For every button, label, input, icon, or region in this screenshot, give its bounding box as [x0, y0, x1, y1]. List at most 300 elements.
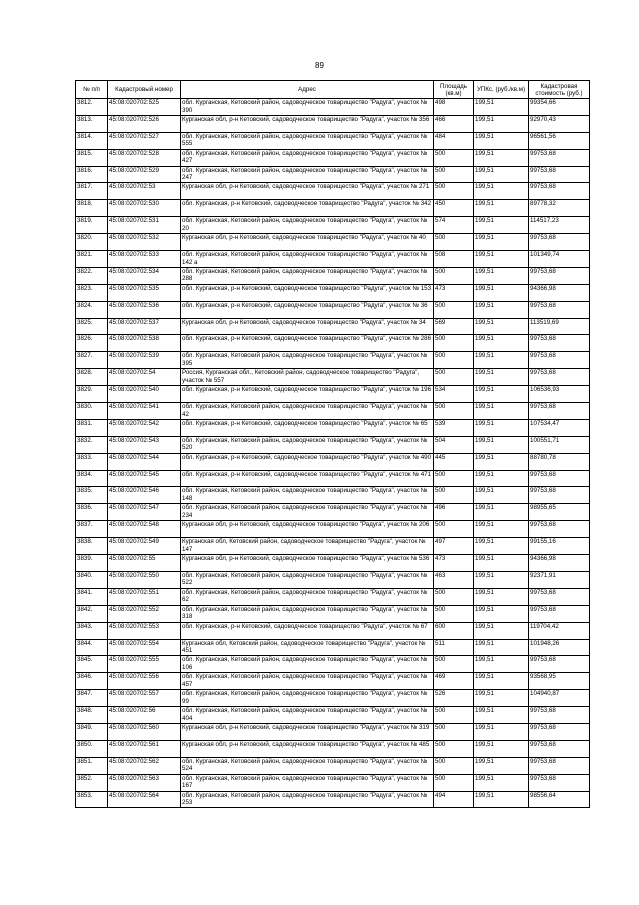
cell-cost: 99753,68 [529, 403, 590, 420]
cell-cost: 99753,68 [529, 301, 590, 318]
cell-num: 3853. [76, 791, 108, 808]
cell-area: 450 [434, 200, 474, 217]
cell-num: 3834. [76, 470, 108, 487]
cell-upks: 199,51 [474, 200, 529, 217]
cell-upks: 199,51 [474, 403, 529, 420]
cell-cadastral-number: 45:08:020702:541 [108, 403, 181, 420]
cell-num: 3848. [76, 707, 108, 724]
cell-cost: 88780,78 [529, 453, 590, 470]
cell-cadastral-number: 45:08:020702:539 [108, 352, 181, 369]
cell-cadastral-number: 45:08:020702:542 [108, 419, 181, 436]
cell-cadastral-number: 45:08:020702:525 [108, 99, 181, 116]
cell-area: 500 [434, 369, 474, 386]
cell-upks: 199,51 [474, 234, 529, 251]
cell-address: обл. Курганская, Кетовский район, садоводческое товарищество "Радуга", участок № 62 [181, 588, 434, 605]
cell-address: Россия, Курганская обл., Кетовский район, садоводческое товарищество "Радуга", участок № 557 [181, 369, 434, 386]
cell-address: обл. Курганская, Кетовский район, садоводческое товарищество "Радуга", участок № 318 [181, 605, 434, 622]
cell-area: 500 [434, 470, 474, 487]
cell-cadastral-number: 45:08:020702:538 [108, 335, 181, 352]
cell-address: обл. Курганская, р-н Кетовский, садоводческое товарищество "Радуга", участок № 153 [181, 284, 434, 301]
cell-upks: 199,51 [474, 757, 529, 774]
cell-cadastral-number: 45:08:020702:555 [108, 656, 181, 673]
cell-upks: 199,51 [474, 639, 529, 656]
table-row [76, 267, 590, 284]
cell-cadastral-number: 45:08:020702:540 [108, 386, 181, 403]
cell-upks: 199,51 [474, 555, 529, 572]
cell-area: 494 [434, 791, 474, 808]
cell-address: обл. Курганская, р-н Кетовский, садоводческое товарищество "Радуга", участок № 286 [181, 335, 434, 352]
cell-num: 3840. [76, 571, 108, 588]
cell-cost: 99753,68 [529, 149, 590, 166]
cell-num: 3835. [76, 487, 108, 504]
cell-cost: 99753,68 [529, 470, 590, 487]
cell-upks: 199,51 [474, 149, 529, 166]
cell-upks: 199,51 [474, 419, 529, 436]
table-row [76, 588, 590, 605]
cell-area: 484 [434, 132, 474, 149]
cell-address: обл. Курганская, р-н Кетовский, садоводческое товарищество "Радуга", участок № 67 [181, 622, 434, 639]
cell-address: обл. Курганская, Кетовский район, садоводческое товарищество "Радуга", участок № 457 [181, 673, 434, 690]
cell-address: Курганская обл, р-н Кетовский, садоводческое товарищество "Радуга", участок № 536 [181, 555, 434, 572]
cell-cadastral-number: 45:08:020702:53 [108, 183, 181, 200]
cell-area: 463 [434, 571, 474, 588]
cell-cost: 99753,68 [529, 656, 590, 673]
cell-address: обл. Курганская, р-н Кетовский, садоводческое товарищество "Радуга", участок № 490 [181, 453, 434, 470]
cell-cost: 99753,68 [529, 774, 590, 791]
table-row [76, 132, 590, 149]
cell-num: 3833. [76, 453, 108, 470]
cell-cost: 98955,65 [529, 504, 590, 521]
cell-num: 3830. [76, 403, 108, 420]
table-row [76, 99, 590, 116]
cell-cost: 113519,69 [529, 318, 590, 335]
cell-num: 3849. [76, 723, 108, 740]
cell-upks: 199,51 [474, 369, 529, 386]
cell-cost: 99753,68 [529, 166, 590, 183]
cell-cost: 99753,68 [529, 369, 590, 386]
cell-area: 500 [434, 588, 474, 605]
cell-num: 3823. [76, 284, 108, 301]
cadastral-table [75, 80, 590, 808]
cell-num: 3852. [76, 774, 108, 791]
cell-area: 526 [434, 690, 474, 707]
cell-address: обл. Курганская, р-н Кетовский, садоводческое товарищество "Радуга", участок № 196 [181, 386, 434, 403]
cell-num: 3818. [76, 200, 108, 217]
cell-cadastral-number: 45:08:020702:550 [108, 571, 181, 588]
cell-area: 500 [434, 183, 474, 200]
cell-area: 500 [434, 487, 474, 504]
cell-upks: 199,51 [474, 588, 529, 605]
cell-cadastral-number: 45:08:020702:551 [108, 588, 181, 605]
cell-num: 3816. [76, 166, 108, 183]
table-row [76, 774, 590, 791]
table-row [76, 521, 590, 538]
table-row [76, 605, 590, 622]
cell-area: 539 [434, 419, 474, 436]
cell-upks: 199,51 [474, 521, 529, 538]
cell-area: 500 [434, 656, 474, 673]
cell-cost: 99753,68 [529, 605, 590, 622]
cell-area: 574 [434, 217, 474, 234]
cell-area: 473 [434, 284, 474, 301]
cell-num: 3829. [76, 386, 108, 403]
cell-cost: 99753,68 [529, 487, 590, 504]
cell-area: 500 [434, 707, 474, 724]
cell-num: 3838. [76, 538, 108, 555]
cell-num: 3846. [76, 673, 108, 690]
cell-address: Курганская обл, р-н Кетовский, садоводческое товарищество "Радуга", участок № 319 [181, 723, 434, 740]
cell-address: обл. Курганская, Кетовский район, садоводческое товарищество "Радуга", участок № 395 [181, 352, 434, 369]
cell-area: 500 [434, 774, 474, 791]
cell-area: 600 [434, 622, 474, 639]
cell-area: 466 [434, 115, 474, 132]
cell-address: Курганская обл, р-н Кетовский, садоводческое товарищество "Радуга", участок № 271 [181, 183, 434, 200]
cell-cost: 99753,68 [529, 352, 590, 369]
cell-num: 3841. [76, 588, 108, 605]
cell-num: 3815. [76, 149, 108, 166]
cell-area: 534 [434, 386, 474, 403]
table-row [76, 639, 590, 656]
cell-num: 3822. [76, 267, 108, 284]
table-row [76, 673, 590, 690]
cell-address: обл. Курганская, Кетовский район, садоводческое товарищество "Радуга", участок № 555 [181, 132, 434, 149]
cell-num: 3836. [76, 504, 108, 521]
cell-area: 504 [434, 436, 474, 453]
cell-cost: 99753,68 [529, 757, 590, 774]
cell-address: обл. Курганская, р-н Кетовский, садоводческое товарищество "Радуга", участок № 342 [181, 200, 434, 217]
cell-upks: 199,51 [474, 504, 529, 521]
cell-area: 473 [434, 555, 474, 572]
cell-area: 500 [434, 301, 474, 318]
cell-address: Курганская обл, р-н Кетовский, садоводческое товарищество "Радуга", участок № 206 [181, 521, 434, 538]
cell-cadastral-number: 45:08:020702:54 [108, 369, 181, 386]
cell-num: 3813. [76, 115, 108, 132]
cell-address: Курганская обл, р-н Кетовский, садоводческое товарищество "Радуга", участок № 40 [181, 234, 434, 251]
cell-area: 500 [434, 605, 474, 622]
cell-cadastral-number: 45:08:020702:533 [108, 251, 181, 268]
header-address: Адрес [181, 81, 434, 99]
cell-address: обл. Курганская, Кетовский район, садоводческое товарищество "Радуга", участок № 253 [181, 791, 434, 808]
cell-num: 3827. [76, 352, 108, 369]
cell-address: обл. Курганская, Кетовский район, садоводческое товарищество "Радуга", участок № 404 [181, 707, 434, 724]
table-row [76, 403, 590, 420]
cell-cadastral-number: 45:08:020702:556 [108, 673, 181, 690]
table-header-row [76, 81, 590, 99]
cell-area: 500 [434, 723, 474, 740]
cell-area: 500 [434, 149, 474, 166]
cell-area: 500 [434, 352, 474, 369]
header-area: Площадь (кв.м) [434, 81, 474, 99]
cell-address: обл. Курганская, Кетовский район, садоводческое товарищество "Радуга", участок № 247 [181, 166, 434, 183]
table-row [76, 723, 590, 740]
cell-upks: 199,51 [474, 538, 529, 555]
cell-upks: 199,51 [474, 622, 529, 639]
cell-area: 498 [434, 99, 474, 116]
cell-area: 500 [434, 267, 474, 284]
cell-upks: 199,51 [474, 673, 529, 690]
cell-cadastral-number: 45:08:020702:535 [108, 284, 181, 301]
cell-cadastral-number: 45:08:020702:547 [108, 504, 181, 521]
table-body [76, 99, 590, 808]
cell-cadastral-number: 45:08:020702:561 [108, 740, 181, 757]
cell-num: 3832. [76, 436, 108, 453]
cell-cost: 99753,68 [529, 335, 590, 352]
table-row [76, 487, 590, 504]
cell-cadastral-number: 45:08:020702:549 [108, 538, 181, 555]
cell-upks: 199,51 [474, 352, 529, 369]
table-row [76, 571, 590, 588]
cell-cadastral-number: 45:08:020702:530 [108, 200, 181, 217]
cell-cost: 114517,23 [529, 217, 590, 234]
cell-area: 569 [434, 318, 474, 335]
cell-cost: 99753,68 [529, 183, 590, 200]
cell-cost: 92970,43 [529, 115, 590, 132]
cell-address: обл. Курганская, Кетовский район, садоводческое товарищество "Радуга", участок № 390 [181, 99, 434, 116]
cell-cost: 99753,68 [529, 521, 590, 538]
cell-cadastral-number: 45:08:020702:563 [108, 774, 181, 791]
cell-area: 496 [434, 504, 474, 521]
cell-upks: 199,51 [474, 487, 529, 504]
cell-cadastral-number: 45:08:020702:527 [108, 132, 181, 149]
cell-num: 3842. [76, 605, 108, 622]
cell-cost: 104940,87 [529, 690, 590, 707]
cell-num: 3820. [76, 234, 108, 251]
cell-area: 500 [434, 234, 474, 251]
cell-cadastral-number: 45:08:020702:536 [108, 301, 181, 318]
cell-upks: 199,51 [474, 284, 529, 301]
header-upks: УПКс. (руб./кв.м) [474, 81, 529, 99]
table-row [76, 284, 590, 301]
cell-cost: 119704,42 [529, 622, 590, 639]
cell-upks: 199,51 [474, 132, 529, 149]
cell-area: 500 [434, 166, 474, 183]
cell-cadastral-number: 45:08:020702:548 [108, 521, 181, 538]
cell-area: 497 [434, 538, 474, 555]
table-row [76, 555, 590, 572]
cell-cost: 93568,95 [529, 673, 590, 690]
cell-upks: 199,51 [474, 183, 529, 200]
cell-num: 3851. [76, 757, 108, 774]
cell-cadastral-number: 45:08:020702:534 [108, 267, 181, 284]
cell-num: 3843. [76, 622, 108, 639]
cell-upks: 199,51 [474, 605, 529, 622]
cell-upks: 199,51 [474, 571, 529, 588]
cell-upks: 199,51 [474, 791, 529, 808]
cell-area: 500 [434, 335, 474, 352]
cell-upks: 199,51 [474, 267, 529, 284]
table-row [76, 251, 590, 268]
cell-address: Курганская обл, Кетовский район, садоводческое товарищество "Радуга", участок № 451 [181, 639, 434, 656]
cell-address: обл. Курганская, Кетовский район, садоводческое товарищество "Радуга", участок № 142 а [181, 251, 434, 268]
table-row [76, 419, 590, 436]
cell-cadastral-number: 45:08:020702:554 [108, 639, 181, 656]
cell-upks: 199,51 [474, 453, 529, 470]
cell-address: Курганская обл, р-н Кетовский, садоводческое товарищество "Радуга", участок № 356 [181, 115, 434, 132]
table-row [76, 656, 590, 673]
cell-area: 500 [434, 757, 474, 774]
cell-num: 3819. [76, 217, 108, 234]
cell-address: обл. Курганская, Кетовский район, садоводческое товарищество "Радуга", участок № 522 [181, 571, 434, 588]
cell-area: 511 [434, 639, 474, 656]
header-cost: Кадастровая стоимость (руб.) [529, 81, 590, 99]
cell-cadastral-number: 45:08:020702:546 [108, 487, 181, 504]
table-row [76, 740, 590, 757]
table-row [76, 436, 590, 453]
cell-num: 3826. [76, 335, 108, 352]
header-num: № п/п [76, 81, 108, 99]
cell-num: 3847. [76, 690, 108, 707]
cell-cadastral-number: 45:08:020702:531 [108, 217, 181, 234]
cell-address: Курганская обл, Кетовский район, садоводческое товарищество "Радуга", участок № 147 [181, 538, 434, 555]
cell-cost: 99354,66 [529, 99, 590, 116]
cell-upks: 199,51 [474, 723, 529, 740]
cell-cadastral-number: 45:08:020702:55 [108, 555, 181, 572]
table-row [76, 453, 590, 470]
cell-address: обл. Курганская, р-н Кетовский, садоводческое товарищество "Радуга", участок № 36 [181, 301, 434, 318]
cell-num: 3824. [76, 301, 108, 318]
cell-cadastral-number: 45:08:020702:543 [108, 436, 181, 453]
table-row [76, 183, 590, 200]
cell-cadastral-number: 45:08:020702:560 [108, 723, 181, 740]
table-row [76, 690, 590, 707]
table-row [76, 707, 590, 724]
cell-area: 469 [434, 673, 474, 690]
cell-cadastral-number: 45:08:020702:56 [108, 707, 181, 724]
cell-cost: 99753,68 [529, 267, 590, 284]
cell-cadastral-number: 45:08:020702:528 [108, 149, 181, 166]
cell-upks: 199,51 [474, 99, 529, 116]
cell-address: обл. Курганская, Кетовский район, садоводческое товарищество "Радуга", участок № 288 [181, 267, 434, 284]
cell-area: 508 [434, 251, 474, 268]
cell-address: обл. Курганская, Кетовский район, садоводческое товарищество "Радуга", участок № 427 [181, 149, 434, 166]
table-row [76, 217, 590, 234]
cell-cost: 94366,98 [529, 555, 590, 572]
cell-num: 3828. [76, 369, 108, 386]
table-row [76, 538, 590, 555]
cell-num: 3817. [76, 183, 108, 200]
cell-area: 500 [434, 740, 474, 757]
cell-upks: 199,51 [474, 740, 529, 757]
table-row [76, 791, 590, 808]
cell-upks: 199,51 [474, 166, 529, 183]
table-row [76, 200, 590, 217]
cell-cost: 99753,68 [529, 588, 590, 605]
cell-cost: 98556,64 [529, 791, 590, 808]
table-row [76, 352, 590, 369]
cell-cost: 106536,93 [529, 386, 590, 403]
cell-address: обл. Курганская, Кетовский район, садоводческое товарищество "Радуга", участок № 42 [181, 403, 434, 420]
cell-address: обл. Курганская, Кетовский район, садоводческое товарищество "Радуга", участок № 99 [181, 690, 434, 707]
cell-cadastral-number: 45:08:020702:564 [108, 791, 181, 808]
cell-address: обл. Курганская, Кетовский район, садоводческое товарищество "Радуга", участок № 148 [181, 487, 434, 504]
table-row [76, 335, 590, 352]
header-cadastral-number: Кадастровый номер [108, 81, 181, 99]
cell-cadastral-number: 45:08:020702:532 [108, 234, 181, 251]
cell-address: обл. Курганская, Кетовский район, садоводческое товарищество "Радуга", участок № 234 [181, 504, 434, 521]
cell-address: обл. Курганская, Кетовский район, садоводческое товарищество "Радуга", участок № 167 [181, 774, 434, 791]
cell-cost: 99753,68 [529, 740, 590, 757]
cell-cadastral-number: 45:08:020702:529 [108, 166, 181, 183]
cell-upks: 199,51 [474, 386, 529, 403]
cell-num: 3844. [76, 639, 108, 656]
table-row [76, 318, 590, 335]
cell-address: обл. Курганская, Кетовский район, садоводческое товарищество "Радуга", участок № 524 [181, 757, 434, 774]
table-row [76, 166, 590, 183]
table-row [76, 234, 590, 251]
table-row [76, 369, 590, 386]
cell-upks: 199,51 [474, 470, 529, 487]
table-row [76, 301, 590, 318]
cell-cost: 89778,32 [529, 200, 590, 217]
cell-address: Курганская обл, р-н Кетовский, садоводческое товарищество "Радуга", участок № 485 [181, 740, 434, 757]
cell-address: обл. Курганская, р-н Кетовский, садоводческое товарищество "Радуга", участок № 65 [181, 419, 434, 436]
cell-cost: 101349,74 [529, 251, 590, 268]
cell-cadastral-number: 45:08:020702:562 [108, 757, 181, 774]
cell-cadastral-number: 45:08:020702:553 [108, 622, 181, 639]
table-row [76, 149, 590, 166]
cell-upks: 199,51 [474, 318, 529, 335]
cell-upks: 199,51 [474, 436, 529, 453]
cell-cost: 96561,56 [529, 132, 590, 149]
table-row [76, 115, 590, 132]
cell-upks: 199,51 [474, 251, 529, 268]
table-row [76, 504, 590, 521]
cell-cost: 101948,26 [529, 639, 590, 656]
cell-num: 3821. [76, 251, 108, 268]
cell-area: 500 [434, 403, 474, 420]
table-row [76, 470, 590, 487]
cell-upks: 199,51 [474, 774, 529, 791]
cell-cost: 99753,68 [529, 723, 590, 740]
cell-cost: 92371,91 [529, 571, 590, 588]
cell-area: 445 [434, 453, 474, 470]
cell-cadastral-number: 45:08:020702:552 [108, 605, 181, 622]
cell-address: Курганская обл, р-н Кетовский, садоводческое товарищество "Радуга", участок № 34 [181, 318, 434, 335]
cell-cadastral-number: 45:08:020702:545 [108, 470, 181, 487]
cell-address: обл. Курганская, Кетовский район, садоводческое товарищество "Радуга", участок № 520 [181, 436, 434, 453]
table-row [76, 622, 590, 639]
cell-address: обл. Курганская, Кетовский район, садоводческое товарищество "Радуга", участок № 20 [181, 217, 434, 234]
cell-upks: 199,51 [474, 707, 529, 724]
cell-num: 3845. [76, 656, 108, 673]
cell-num: 3839. [76, 555, 108, 572]
cell-num: 3825. [76, 318, 108, 335]
cell-num: 3812. [76, 99, 108, 116]
cell-upks: 199,51 [474, 115, 529, 132]
table-row [76, 757, 590, 774]
cell-cadastral-number: 45:08:020702:526 [108, 115, 181, 132]
cell-cost: 100551,71 [529, 436, 590, 453]
cell-upks: 199,51 [474, 301, 529, 318]
cell-cost: 99753,68 [529, 234, 590, 251]
cell-cost: 99753,68 [529, 707, 590, 724]
cell-cadastral-number: 45:08:020702:544 [108, 453, 181, 470]
cell-cost: 99155,16 [529, 538, 590, 555]
cell-num: 3837. [76, 521, 108, 538]
cell-upks: 199,51 [474, 690, 529, 707]
cell-num: 3850. [76, 740, 108, 757]
cell-upks: 199,51 [474, 335, 529, 352]
cell-num: 3814. [76, 132, 108, 149]
cell-cadastral-number: 45:08:020702:537 [108, 318, 181, 335]
cell-cadastral-number: 45:08:020702:557 [108, 690, 181, 707]
cell-cost: 94366,98 [529, 284, 590, 301]
cell-cost: 107534,47 [529, 419, 590, 436]
cell-area: 500 [434, 521, 474, 538]
cell-upks: 199,51 [474, 656, 529, 673]
page-number: 89 [315, 61, 324, 70]
cell-address: обл. Курганская, р-н Кетовский, садоводческое товарищество "Радуга", участок № 471 [181, 470, 434, 487]
